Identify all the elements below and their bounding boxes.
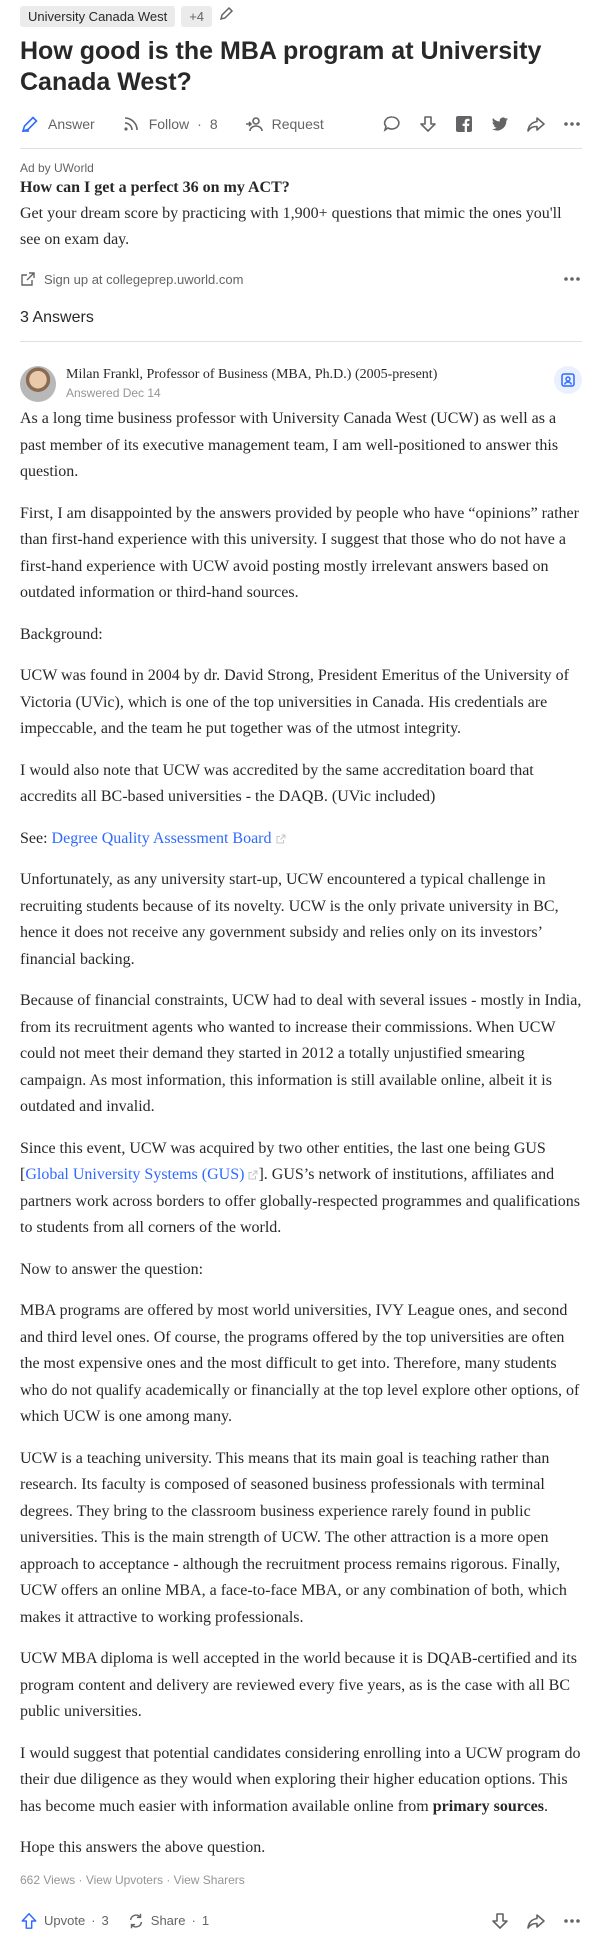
answer-stats [20,1873,582,1893]
comment-icon[interactable] [382,114,402,134]
answer-paragraph: UCW is a teaching university. This means that its main goal is teaching rather than research. Its faculty is composed of seasoned business professionals with terminal degrees. They bring to the classroom business experience rarely found in public universities. This is the main strength of UCW. The other attraction is a more open approach to acceptance - although the recruitment process remains rigorous. Finally, UCW offers an online MBA, a face-to-face MBA, or any combination of both, which makes it attractive to working professionals. [20,1449,567,1626]
answer-paragraph: First, I am disappointed by the answers provided by people who have “opinions” rather than first-hand experience with this university. I suggest that those who do not have a first-hand experience with UCW avoid posting mostly irrelevant answers based on outdated information or third-hand sources. [20,504,579,601]
author-name[interactable]: Milan Frankl, Professor of Business (MBA, Ph.D.) (2005-present) [66,367,438,382]
p9-prefix: Since this event, UCW was acquired by two other entities, the last one being GUS [ [20,1139,546,1183]
answer-action-bar [20,1903,582,1939]
follow-author-icon [560,372,576,388]
upvote-sep: · [91,1913,96,1928]
answer-paragraph: MBA programs are offered by most world universities, IVY League ones, and second and third level ones. Of course, the programs offered by the top universities are often the most expensive ones and the most difficult to get into. Therefore, many students who do not qualify academically or financially at the top level explore other options, of which UCW is one among many. [20,1302,580,1425]
edit-topics-icon[interactable] [218,6,234,27]
answer-body [20,406,582,1862]
answers-count: 3 Answers [20,291,582,342]
answer-right-icons [490,1911,582,1931]
ad-more-options-icon[interactable] [562,269,582,289]
answer-paragraph: Because of financial constraints, UCW had to deal with several issues - mostly in India, from its recruitment agents who wanted to increase their commissions. When UCW could not meet their demand they started in 2012 a totally unjustified smearing campaign. As most information, this information is still available online, albeit it is outdated and invalid. [20,992,582,1115]
answer-card [20,366,582,1939]
p9-suffix: ]. GUS’s network of institutions, affiliates and partners work across borders to offer globally-respected programmes and qualifications to students from all corners of the world. [20,1166,580,1236]
question-action-bar [20,106,582,149]
p14-prefix: I would suggest that potential candidates considering enrolling into a UCW program do their due diligence as they would when exploring their higher education options. This has become much easier with information available online from [20,1744,581,1815]
ad-body[interactable]: Get your dream score by practicing with 1,900+ questions that mimic the ones you'll see on exam day. [20,205,562,248]
downvote-icon[interactable] [490,1911,510,1931]
follow-sep: · [197,116,202,132]
upvote-button[interactable] [20,1912,109,1930]
twitter-icon[interactable] [490,114,510,134]
follow-author-button[interactable] [554,366,582,394]
ad-link-row [20,267,582,291]
share-button[interactable] [127,1912,209,1930]
ad-label: Ad by UWorld [20,161,94,175]
answer-button[interactable] [20,114,95,134]
view-upvoters-link[interactable]: View Upvoters [85,1872,163,1887]
follow-button[interactable] [121,114,218,134]
share-count: 1 [201,1913,210,1928]
pencil-icon [20,114,40,134]
question-share-icons [382,114,582,134]
answer-label: Answer [48,116,95,132]
ad-block [20,149,582,291]
view-sharers-link[interactable]: View Sharers [173,1872,245,1887]
upvote-label: Upvote [44,1913,86,1928]
follow-label: Follow [148,116,190,132]
views-count: 662 Views [20,1872,76,1887]
rss-icon [121,114,141,134]
answer-date[interactable]: Answered Dec 14 [66,386,161,400]
answer-paragraph: UCW MBA diploma is well accepted in the world because it is DQAB-certified and its program content and delivery are reviewed every five years, as is the case with all BC public universities. [20,1650,577,1720]
primary-sources-bold: primary sources [432,1797,544,1815]
answer-paragraph: As a long time business professor with University Canada West (UCW) as well as a past member of its executive management team, I am well-positioned to answer this question. [20,410,559,480]
share-icon [127,1912,145,1930]
question-title[interactable]: How good is the MBA program at University Canada West? [20,37,542,96]
request-user-icon [244,114,264,134]
answer-paragraph [20,1136,582,1242]
dqab-link[interactable]: Degree Quality Assessment Board [51,829,272,847]
share-sep: · [191,1913,196,1928]
answer-paragraph: UCW was found in 2004 by dr. David Strong, President Emeritus of the University of Victoria (UVic), which is one of the top universities in Canada. His credentials are impeccable, and the team he put together was of the utmost integrity. [20,667,569,737]
request-label: Request [271,116,324,132]
see-prefix: See: [20,829,52,847]
ad-title[interactable]: How can I get a perfect 36 on my ACT? [20,179,290,196]
avatar[interactable] [20,366,56,402]
share-arrow-icon[interactable] [526,1911,546,1931]
answer-paragraph: Now to answer the question: [20,1260,204,1278]
answer-paragraph [20,826,582,853]
upvote-icon [20,1912,38,1930]
upvote-count: 3 [101,1913,109,1928]
downvote-icon[interactable] [418,114,438,134]
ad-link-label: Sign up at collegeprep.uworld.com [44,271,244,287]
answer-paragraph: Background: [20,625,103,643]
facebook-icon[interactable] [454,114,474,134]
external-link-icon [248,1170,258,1180]
gus-link[interactable]: Global University Systems (GUS) [25,1166,245,1183]
topic-chip[interactable]: University Canada West [20,6,175,27]
ad-link[interactable] [20,271,243,287]
more-options-icon[interactable] [562,114,582,134]
share-label: Share [150,1913,186,1928]
answer-paragraph: I would also note that UCW was accredited by the same accreditation board that accredits all BC-based universities - the DAQB. (UVic included) [20,761,534,805]
answer-paragraph: Unfortunately, as any university start-up, UCW encountered a typical challenge in recruiting students because of its novelty. UCW is the only private university in BC, hence it does not receive any government subsidy and relies only on its investors’ financial backing. [20,871,559,968]
external-link-icon [276,834,286,844]
share-arrow-icon[interactable] [526,114,546,134]
author-info [66,366,554,402]
answer-paragraph [20,1741,582,1821]
answer-paragraph: Hope this answers the above question. [20,1839,266,1856]
external-link-icon [20,271,36,287]
more-topics-chip[interactable]: +4 [181,6,212,27]
request-button[interactable] [244,114,324,134]
topic-list [20,0,582,28]
stats-sep: · [162,1872,174,1887]
p14-suffix: . [544,1797,548,1815]
stats-sep: · [75,1872,86,1887]
more-options-icon[interactable] [562,1911,582,1931]
follow-count: 8 [209,116,218,132]
author-row [20,366,582,402]
